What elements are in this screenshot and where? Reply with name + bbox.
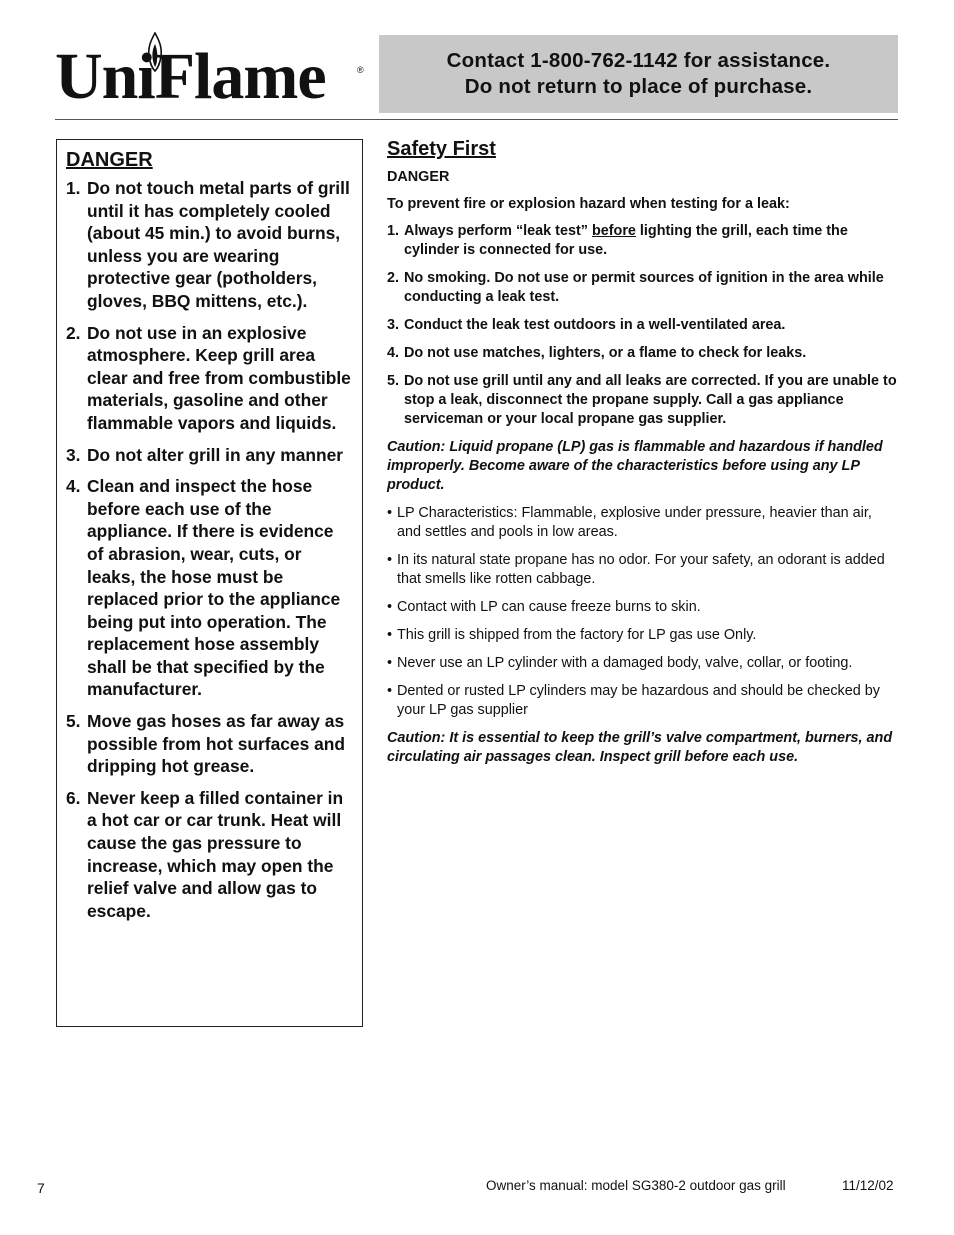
leak-test-item bbox=[387, 344, 899, 363]
danger-item bbox=[66, 787, 354, 923]
lp-characteristics-list bbox=[387, 504, 899, 720]
list-item bbox=[387, 598, 899, 617]
danger-item bbox=[66, 322, 354, 435]
item-number: 1. bbox=[387, 223, 400, 239]
item-text: lighting the grill, each time the cylinder is connected for use. bbox=[404, 223, 848, 258]
header-divider bbox=[55, 119, 898, 120]
footer-date: 11/12/02 bbox=[842, 1178, 894, 1193]
item-number: 5. bbox=[66, 711, 81, 732]
item-number: 2. bbox=[387, 270, 400, 286]
item-text: Clean and inspect the hose before each use of the appliance. If there is evidence of abrasion, wear, cuts, or leaks, the hose must be replaced prior to the appliance being put into operation. The replacement hose assembly shall be that specified by the manufacturer. bbox=[87, 476, 341, 700]
item-number: 6. bbox=[66, 787, 81, 808]
item-text: This grill is shipped from the factory for LP gas use Only. bbox=[397, 627, 757, 643]
item-text: Dented or rusted LP cylinders may be hazardous and should be checked by your LP gas supplier bbox=[397, 683, 880, 718]
list-item bbox=[387, 551, 899, 589]
page-number: 7 bbox=[37, 1180, 45, 1196]
danger-item bbox=[66, 475, 354, 701]
danger-title: DANGER bbox=[66, 149, 153, 171]
danger-item bbox=[66, 710, 354, 778]
item-text: No smoking. Do not use or permit sources of ignition in the area while conducting a leak test. bbox=[404, 270, 884, 305]
item-text: Do not use matches, lighters, or a flame to check for leaks. bbox=[404, 345, 807, 361]
contact-banner bbox=[379, 35, 898, 113]
safety-danger-label: DANGER bbox=[387, 169, 450, 185]
logo-wordmark: UniFlame bbox=[55, 40, 326, 113]
leak-test-item bbox=[387, 222, 899, 260]
item-number: 3. bbox=[66, 444, 81, 465]
item-text: Do not use in an explosive atmosphere. Keep grill area clear and free from combustible materials, gasoline and other flammable vapors and liquids. bbox=[87, 322, 351, 433]
underlined-word: before bbox=[591, 223, 636, 239]
list-item bbox=[387, 504, 899, 542]
item-text: Move gas hoses as far away as possible from hot surfaces and dripping hot grease. bbox=[87, 711, 346, 777]
bullet: • bbox=[387, 505, 393, 521]
item-text: Do not use grill until any and all leaks are corrected. If you are unable to stop a leak, disconnect the propane supply. Call a gas appliance serviceman or your local propane gas supplier. bbox=[404, 373, 897, 427]
footer-manual-title: Owner’s manual: model SG380-2 outdoor gas grill bbox=[486, 1178, 786, 1193]
item-text: Always perform “leak test” bbox=[404, 223, 592, 239]
item-number: 2. bbox=[66, 322, 81, 343]
item-text: Do not alter grill in any manner bbox=[87, 444, 344, 465]
bullet: • bbox=[387, 627, 393, 643]
item-number: 3. bbox=[387, 317, 400, 333]
bullet: • bbox=[387, 683, 393, 699]
item-text: Do not touch metal parts of grill until it has completely cooled (about 45 min.) to avoid burns, unless you are wearing protective gear (potholders, gloves, BBQ mittens, etc.). bbox=[87, 178, 350, 311]
leak-test-list bbox=[387, 222, 899, 429]
item-text: Contact with LP can cause freeze burns to skin. bbox=[397, 599, 701, 615]
uniflame-logo bbox=[55, 32, 370, 112]
danger-item bbox=[66, 177, 354, 313]
caution-lp-gas: Caution: Liquid propane (LP) gas is flammable and hazardous if handled improperly. Become aware of the characteristics before using any LP product. bbox=[387, 439, 883, 493]
safety-first-title: Safety First bbox=[387, 138, 496, 160]
danger-item bbox=[66, 444, 354, 467]
leak-test-item bbox=[387, 316, 899, 335]
item-number: 5. bbox=[387, 373, 400, 389]
leak-test-item bbox=[387, 372, 899, 429]
item-text: In its natural state propane has no odor. For your safety, an odorant is added that smells like rotten cabbage. bbox=[397, 552, 885, 587]
item-text: Never use an LP cylinder with a damaged body, valve, collar, or footing. bbox=[397, 655, 853, 671]
item-number: 4. bbox=[66, 476, 81, 497]
item-number: 1. bbox=[66, 178, 81, 198]
list-item bbox=[387, 682, 899, 720]
leak-test-item bbox=[387, 269, 899, 307]
registered-mark: ® bbox=[357, 65, 364, 75]
caution-clean-passages: Caution: It is essential to keep the grill’s valve compartment, burners, and circulating air passages clean. Inspect grill before each use. bbox=[387, 730, 893, 765]
bullet: • bbox=[387, 599, 393, 615]
item-text: LP Characteristics: Flammable, explosive under pressure, heavier than air, and settles and pools in low areas. bbox=[397, 505, 872, 540]
contact-return-line: Do not return to place of purchase. bbox=[464, 75, 813, 98]
danger-list bbox=[66, 177, 354, 922]
item-text: Never keep a filled container in a hot car or car trunk. Heat will cause the gas pressure to increase, which may open the relief valve and allow gas to escape. bbox=[87, 787, 344, 921]
list-item bbox=[387, 626, 899, 645]
list-item bbox=[387, 654, 899, 673]
danger-box bbox=[56, 139, 363, 1027]
bullet: • bbox=[387, 655, 393, 671]
item-number: 4. bbox=[387, 345, 400, 361]
safety-first-section bbox=[387, 136, 899, 776]
bullet: • bbox=[387, 552, 393, 568]
item-text: Conduct the leak test outdoors in a well-ventilated area. bbox=[404, 317, 786, 333]
contact-phone-line: Contact 1-800-762-1142 for assistance. bbox=[446, 49, 831, 72]
leak-test-intro: To prevent fire or explosion hazard when testing for a leak: bbox=[387, 196, 790, 212]
